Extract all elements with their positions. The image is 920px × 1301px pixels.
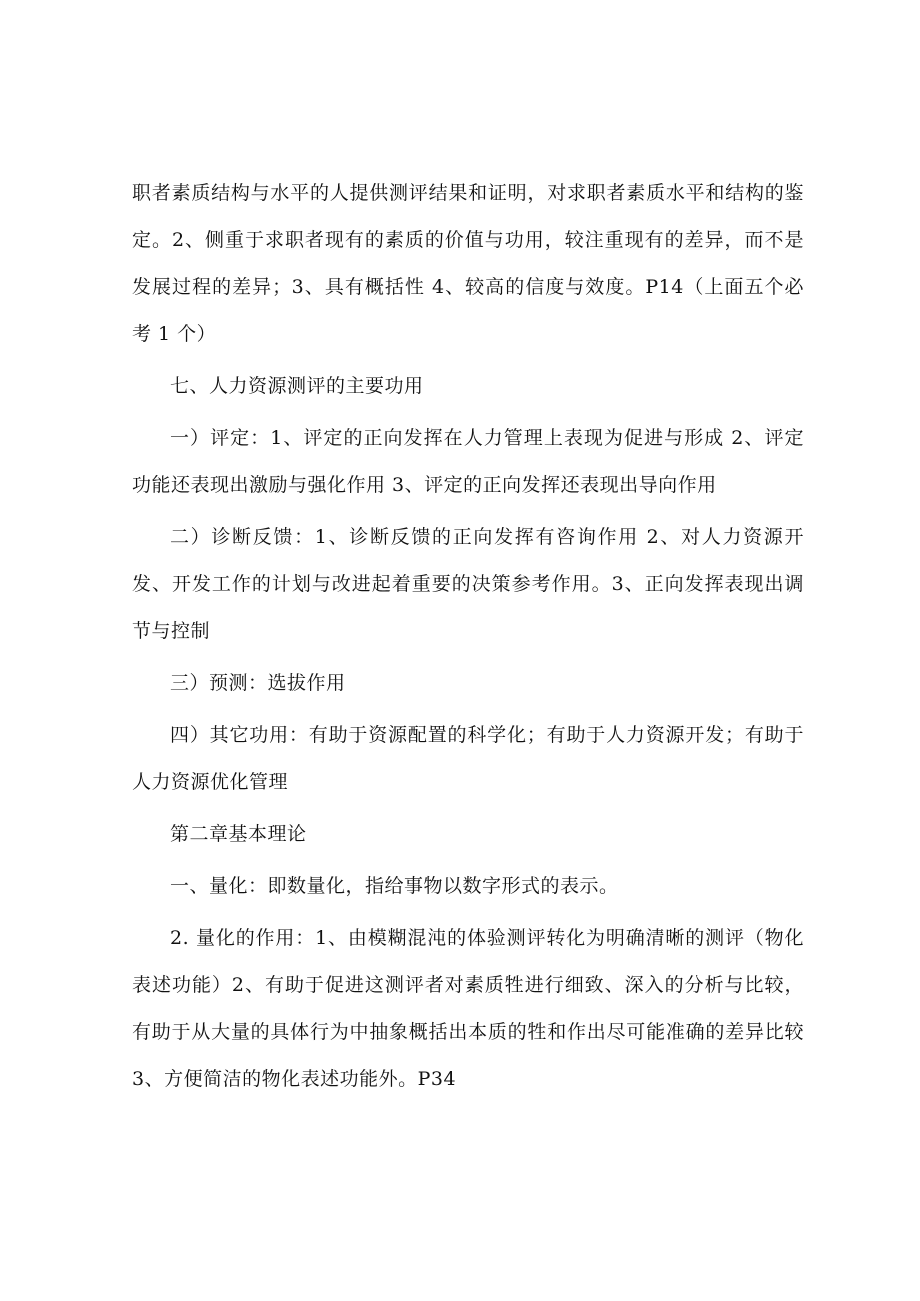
- heading-chapter-two: 第二章基本理论: [170, 823, 307, 845]
- paragraph-quantification: 一、量化：即数量化，指给事物以数字形式的表示。: [170, 875, 619, 897]
- paragraph-continuation: 职者素质结构与水平的人提供测评结果和证明，对求职者素质水平和结构的鉴定。2、侧重于求职者现有的素质的价值与功用，较注重现有的差异，而不是发展过程的差异；3、具有概括性 4、较高的信度与效度。P14（上面五个必考 1 个）: [132, 182, 804, 345]
- heading-section-seven: 七、人力资源测评的主要功用: [170, 375, 424, 397]
- paragraph-evaluation: 一）评定：1、评定的正向发挥在人力管理上表现为促进与形成 2、评定功能还表现出激励与强化作用 3、评定的正向发挥还表现出导向作用: [132, 427, 804, 496]
- document-body: [132, 170, 804, 1103]
- paragraph-prediction: 三）预测：选拔作用: [170, 672, 346, 694]
- paragraph-diagnosis-feedback: 二）诊断反馈：1、诊断反馈的正向发挥有咨询作用 2、对人力资源开发、开发工作的计划与改进起着重要的决策参考作用。3、正向发挥表现出调节与控制: [132, 526, 804, 642]
- paragraph-other-functions: 四）其它功用：有助于资源配置的科学化；有助于人力资源开发；有助于人力资源优化管理: [132, 724, 804, 793]
- paragraph-quantification-effects: 2. 量化的作用：1、由模糊混沌的体验测评转化为明确清晰的测评（物化表述功能）2、有助于促进这测评者对素质牲进行细致、深入的分析与比较，有助于从大量的具体行为中抽象概括出本质的牲和作出尽可能准确的差异比较 3、方便简洁的物化表述功能外。P34: [132, 927, 804, 1090]
